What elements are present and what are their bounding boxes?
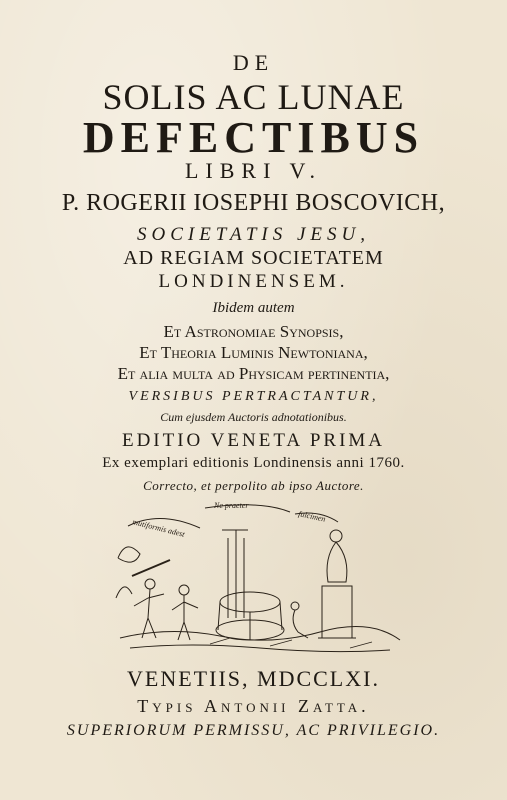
- contents-theoria: Et Theoria Luminis Newtoniana,: [139, 343, 368, 362]
- adnotationibus-line: Cum ejusdem Auctoris adnotationibus.: [160, 410, 347, 424]
- title-defectibus: DEFECTIBUS: [82, 113, 425, 162]
- banner-left-text: mutiformis adest: [131, 517, 186, 539]
- libri-count: LIBRI V.: [184, 158, 323, 183]
- edition-line: EDITIO VENETA PRIMA: [121, 430, 386, 451]
- imprint-place-date: VENETIIS, MDCCLXI.: [127, 666, 380, 691]
- dedication-line: AD REGIAM SOCIETATEM: [123, 247, 384, 269]
- exemplari-line: Ex exemplari editionis Londinensis anni 1760.: [102, 455, 405, 471]
- imprint-privilege: SUPERIORUM PERMISSU, AC PRIVILEGIO.: [66, 722, 441, 739]
- banner-mid-text: Ne praeter: [214, 501, 249, 510]
- author-name: P. ROGERII IOSEPHI BOSCOVICH,: [61, 190, 446, 216]
- title-de: DE: [232, 50, 275, 75]
- banner-right-text: fulcimen: [297, 509, 327, 524]
- title-main: SOLIS AC LUNAE: [102, 77, 405, 117]
- imprint-printer: Typis Antonii Zatta.: [137, 696, 370, 716]
- society-line: SOCIETATIS JESU,: [136, 224, 371, 245]
- londinensem-line: LONDINENSEM.: [158, 271, 349, 292]
- contents-alia: Et alia multa ad Physicam pertinentia,: [117, 364, 390, 383]
- versibus-line: VERSIBUS PERTRACTANTUR,: [128, 389, 379, 404]
- engraved-vignette: [110, 498, 410, 658]
- correcto-line: Correcto, et perpolito ab ipso Auctore.: [143, 478, 364, 493]
- ibidem-line: Ibidem autem: [212, 300, 295, 316]
- contents-astronomiae: Et Astronomiae Synopsis,: [163, 322, 344, 341]
